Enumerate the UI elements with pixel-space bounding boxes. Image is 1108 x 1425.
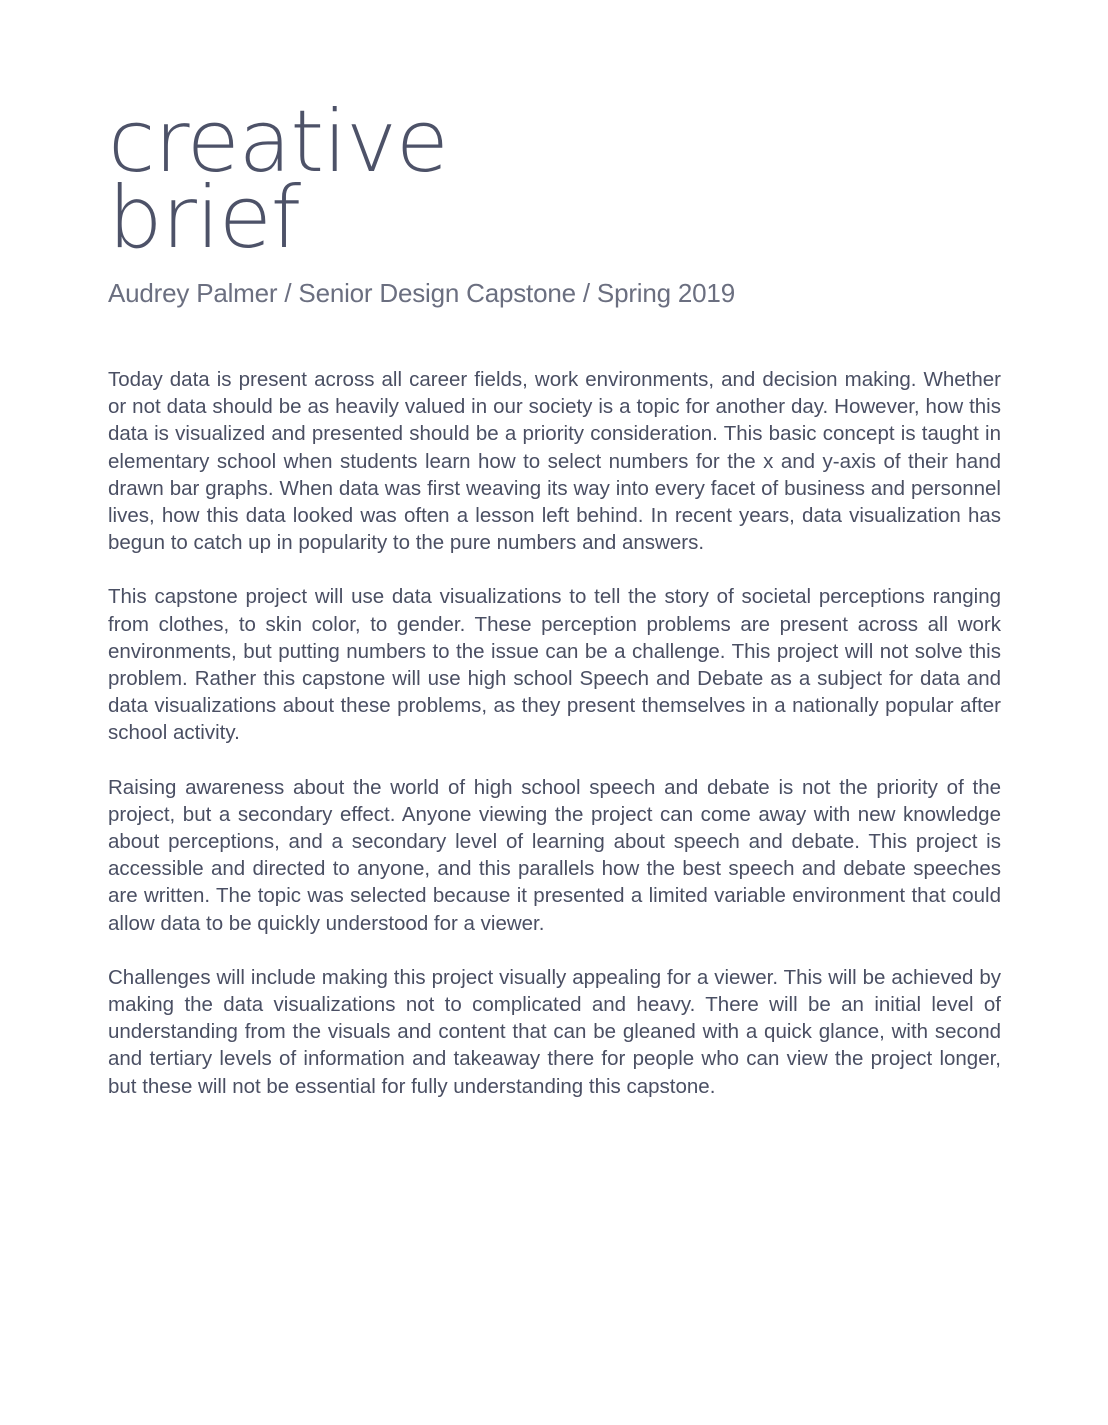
paragraph-3: Raising awareness about the world of high school speech and debate is not the priority of the project, but a secondary effect. Anyone viewing the project can come away with new knowledge about perceptions, and a secondary level of learning about speech and debate. This project is accessible and directed to anyone, and this parallels how the best speech and debate speeches are written. The topic was selected because it presented a limited variable environment that could allow data to be quickly understood for a viewer. xyxy=(108,775,1001,935)
paragraph-1: Today data is present across all career fields, work environments, and decision making. Whether or not data should be as heavily valued in our society is a topic for another day. However, how this data is visualized and presented should be a priority consideration. This basic concept is taught in elementary school when students learn how to select numbers for the x and y-axis of their hand drawn bar graphs. When data was first weaving its way into every facet of business and personnel lives, how this data looked was often a lesson left behind. In recent years, data visualization has begun to catch up in popularity to the pure numbers and answers. xyxy=(108,368,1001,555)
page-title xyxy=(108,92,1001,268)
document-page xyxy=(108,92,1001,1127)
title-line-2: brief xyxy=(108,168,301,268)
title-line-1: creative xyxy=(108,92,448,192)
paragraph-4: Challenges will include making this project visually appealing for a viewer. This will be achieved by making the data visualizations not to complicated and heavy. There will be an initial level of understanding from the visuals and content that can be gleaned with a quick glance, with second and tertiary levels of information and takeaway there for people who can view the project longer, but these will not be essential for fully understanding this capstone. xyxy=(108,965,1001,1098)
body-text xyxy=(108,366,1001,1100)
paragraph-2: This capstone project will use data visualizations to tell the story of societal perceptions ranging from clothes, to skin color, to gender. These perception problems are present across all work environments, but putting numbers to the issue can be a challenge. This project will not solve this problem. Rather this capstone will use high school Speech and Debate as a subject for data and data visualizations about these problems, as they present themselves in a nationally popular after school activity. xyxy=(108,585,1001,745)
byline: Audrey Palmer / Senior Design Capstone / Spring 2019 xyxy=(108,278,735,308)
